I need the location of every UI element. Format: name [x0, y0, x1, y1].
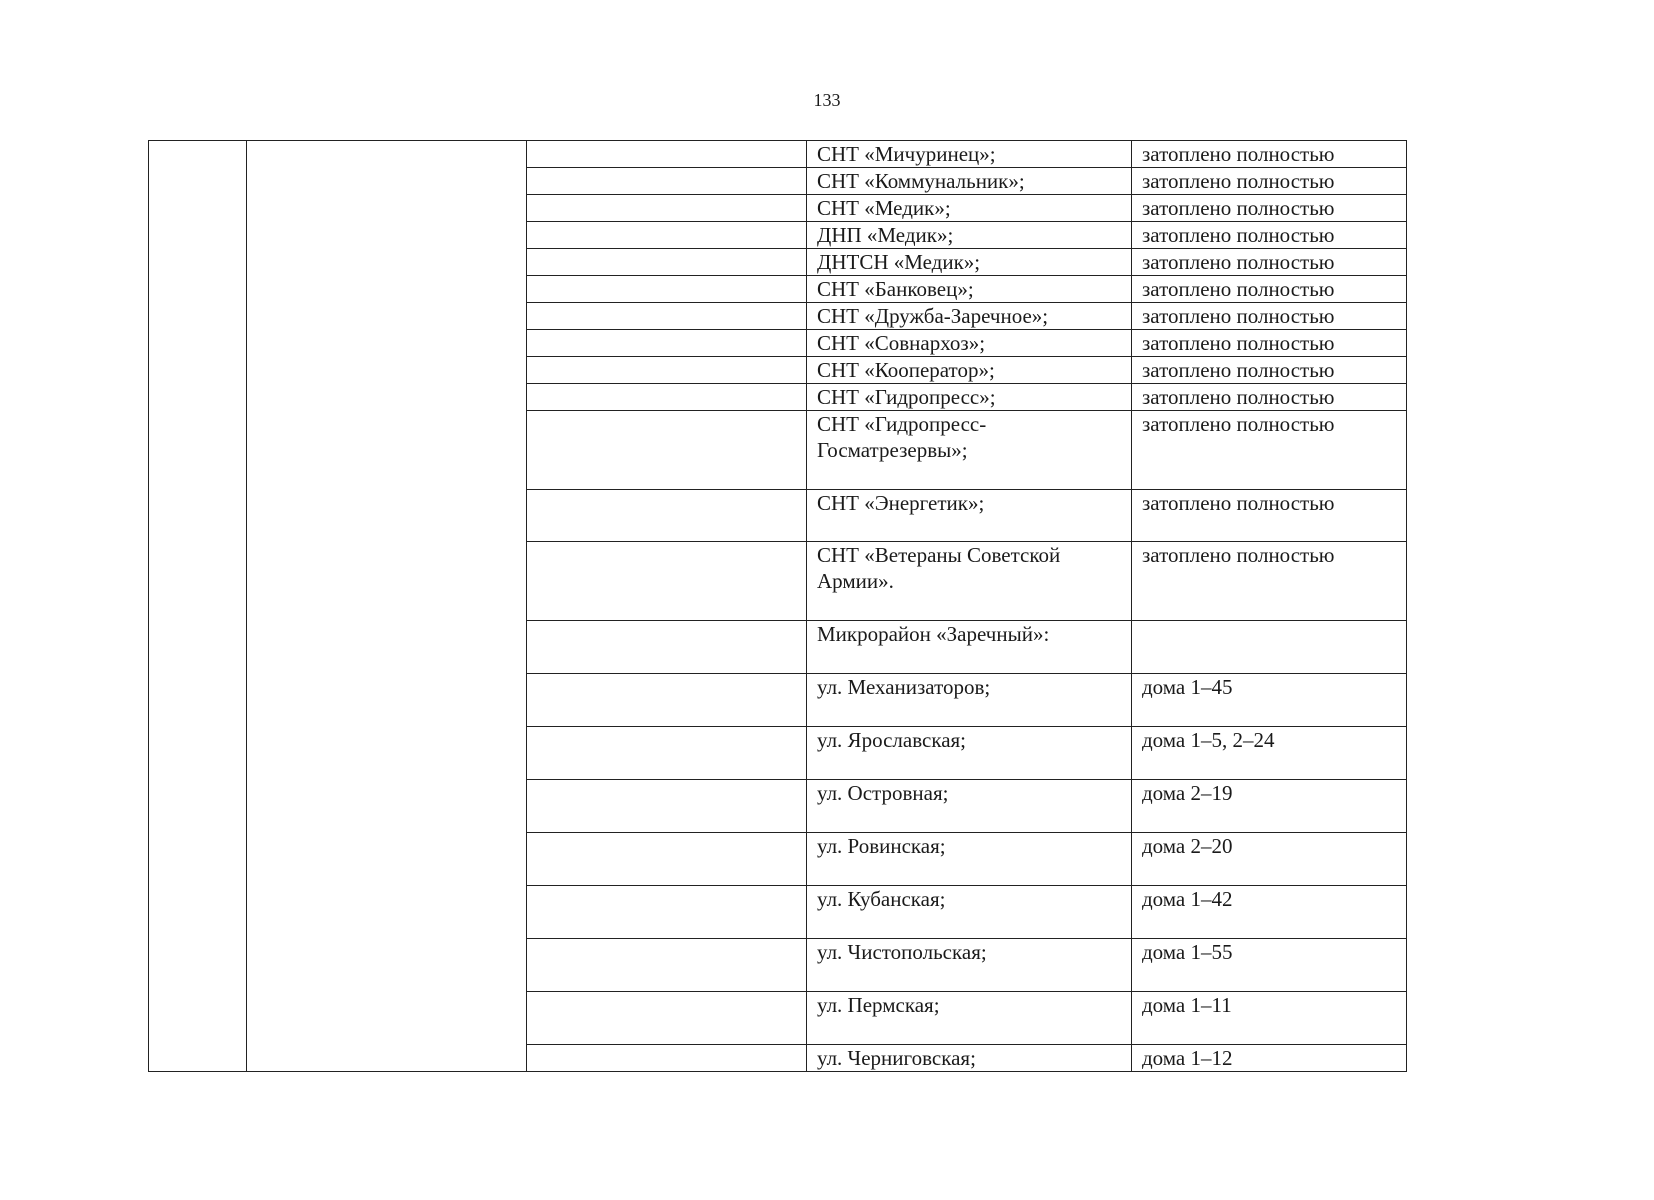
row-name-cell: ул. Механизаторов; [807, 674, 1132, 727]
row-status-cell: затоплено полностью [1132, 276, 1407, 303]
col-1-merged-cell [149, 141, 247, 1072]
row-status-cell: затоплено полностью [1132, 222, 1407, 249]
col-3-cell [527, 542, 807, 621]
row-name-cell: ул. Черниговская; [807, 1045, 1132, 1072]
row-name-cell: СНТ «Мичуринец»; [807, 141, 1132, 168]
col-3-cell [527, 621, 807, 674]
col-3-cell [527, 195, 807, 222]
row-status-cell: дома 1–55 [1132, 939, 1407, 992]
col-3-cell [527, 303, 807, 330]
row-status-cell: затоплено полностью [1132, 168, 1407, 195]
table-body [149, 141, 1407, 1072]
col-3-cell [527, 222, 807, 249]
row-name-cell: СНТ «Совнархоз»; [807, 330, 1132, 357]
row-status-cell: затоплено полностью [1132, 542, 1407, 621]
page-number: 133 [813, 90, 841, 110]
col-3-cell [527, 276, 807, 303]
row-status-cell [1132, 621, 1407, 674]
row-status-cell: дома 1–45 [1132, 674, 1407, 727]
row-name-cell: ул. Чистопольская; [807, 939, 1132, 992]
row-name-cell: СНТ «Гидропресс-Госматрезервы»; [807, 411, 1132, 490]
row-status-cell: затоплено полностью [1132, 490, 1407, 542]
row-status-cell: затоплено полностью [1132, 195, 1407, 222]
col-3-cell [527, 992, 807, 1045]
col-3-cell [527, 780, 807, 833]
col-3-cell [527, 330, 807, 357]
row-name-cell: ул. Пермская; [807, 992, 1132, 1045]
col-3-cell [527, 939, 807, 992]
col-3-cell [527, 833, 807, 886]
col-3-cell [527, 1045, 807, 1072]
row-name-cell: СНТ «Коммунальник»; [807, 168, 1132, 195]
col-3-cell [527, 168, 807, 195]
row-name-cell: ул. Ярославская; [807, 727, 1132, 780]
row-status-cell: затоплено полностью [1132, 249, 1407, 276]
row-status-cell: дома 1–42 [1132, 886, 1407, 939]
row-name-cell: СНТ «Кооператор»; [807, 357, 1132, 384]
row-name-cell: СНТ «Медик»; [807, 195, 1132, 222]
document-table [148, 140, 1407, 1072]
row-name-cell: СНТ «Гидропресс»; [807, 384, 1132, 411]
row-status-cell: дома 1–11 [1132, 992, 1407, 1045]
row-name-cell: ул. Ровинская; [807, 833, 1132, 886]
col-3-cell [527, 886, 807, 939]
col-3-cell [527, 249, 807, 276]
col-3-cell [527, 411, 807, 490]
row-status-cell: дома 2–20 [1132, 833, 1407, 886]
col-3-cell [527, 141, 807, 168]
col-3-cell [527, 674, 807, 727]
row-name-cell: СНТ «Банковец»; [807, 276, 1132, 303]
row-name-cell: ДНТСН «Медик»; [807, 249, 1132, 276]
col-3-cell [527, 357, 807, 384]
row-status-cell: затоплено полностью [1132, 141, 1407, 168]
row-status-cell: дома 2–19 [1132, 780, 1407, 833]
col-3-cell [527, 384, 807, 411]
row-status-cell: дома 1–5, 2–24 [1132, 727, 1407, 780]
row-status-cell: затоплено полностью [1132, 411, 1407, 490]
col-2-merged-cell [247, 141, 527, 1072]
row-status-cell: затоплено полностью [1132, 330, 1407, 357]
col-3-cell [527, 490, 807, 542]
row-name-cell: ул. Островная; [807, 780, 1132, 833]
row-name-cell: СНТ «Ветераны Советской Армии». [807, 542, 1132, 621]
row-name-cell: СНТ «Энергетик»; [807, 490, 1132, 542]
row-status-cell: затоплено полностью [1132, 303, 1407, 330]
row-status-cell: затоплено полностью [1132, 357, 1407, 384]
row-name-cell: Микрорайон «Заречный»: [807, 621, 1132, 674]
row-name-cell: СНТ «Дружба-Заречное»; [807, 303, 1132, 330]
table-row [149, 141, 1407, 168]
row-name-cell: ДНП «Медик»; [807, 222, 1132, 249]
row-status-cell: дома 1–12 [1132, 1045, 1407, 1072]
row-status-cell: затоплено полностью [1132, 384, 1407, 411]
col-3-cell [527, 727, 807, 780]
row-name-cell: ул. Кубанская; [807, 886, 1132, 939]
